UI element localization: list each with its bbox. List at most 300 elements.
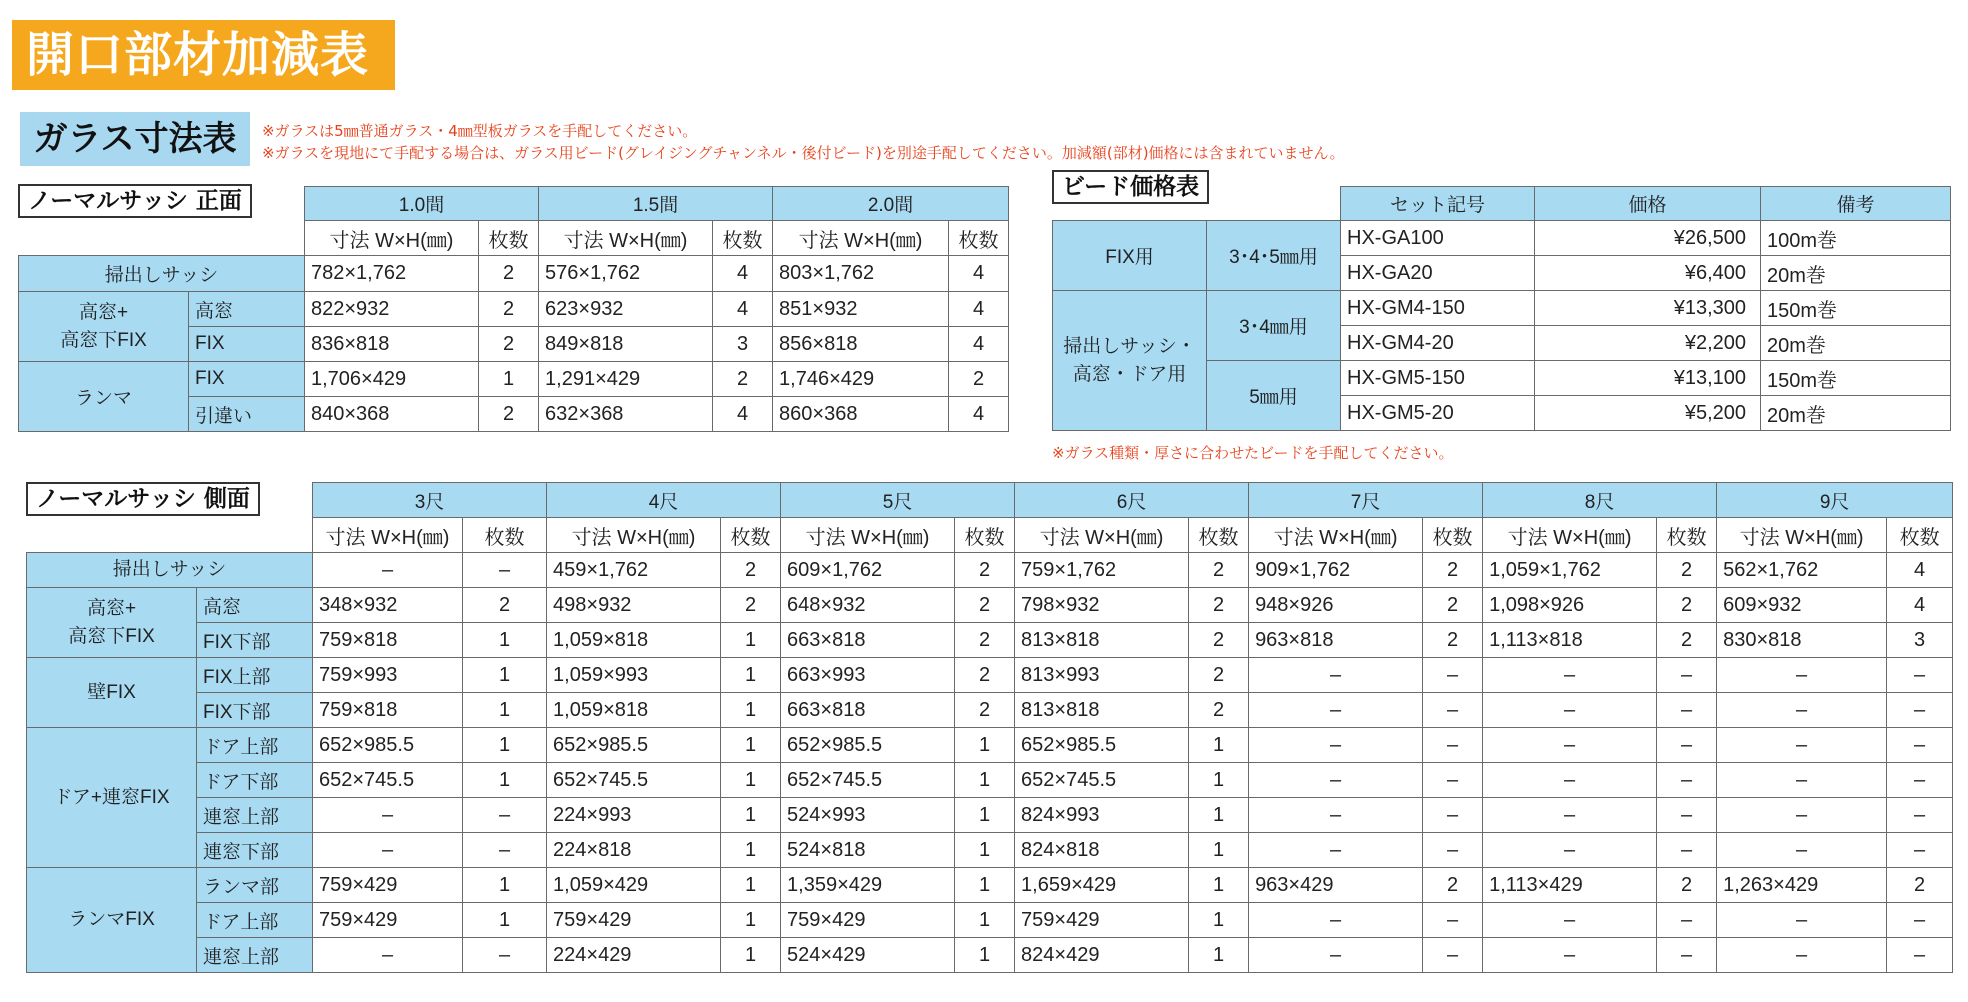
count-cell: 4 — [713, 397, 773, 432]
count-cell: 2 — [463, 588, 547, 623]
row-group-label: 掃出しサッシ — [27, 553, 313, 588]
side-size-header: 8尺 — [1483, 483, 1717, 518]
dimension-header: 寸法 W×H(㎜) — [1717, 518, 1887, 553]
bead-table-label: ビード価格表 — [1052, 170, 1209, 204]
count-cell: 1 — [1189, 833, 1249, 868]
front-size-header: 1.5間 — [539, 187, 773, 221]
count-cell: 1 — [955, 728, 1015, 763]
dimension-cell: 1,746×429 — [773, 362, 949, 397]
dimension-cell: – — [1249, 903, 1423, 938]
table-row — [27, 903, 1953, 938]
dimension-cell: 1,263×429 — [1717, 868, 1887, 903]
side-size-header: 6尺 — [1015, 483, 1249, 518]
dimension-cell: – — [1717, 833, 1887, 868]
bead-code-cell: HX-GM4-20 — [1341, 326, 1535, 361]
dimension-cell: 963×818 — [1249, 623, 1423, 658]
dimension-cell: 759×818 — [313, 623, 463, 658]
count-cell: 4 — [949, 327, 1009, 362]
dimension-cell: 759×429 — [313, 868, 463, 903]
count-cell: 2 — [479, 327, 539, 362]
count-cell: – — [1423, 658, 1483, 693]
dimension-cell: 759×429 — [781, 903, 955, 938]
dimension-cell: – — [313, 553, 463, 588]
row-part-label: ドア上部 — [197, 728, 313, 763]
dimension-header: 寸法 W×H(㎜) — [1483, 518, 1657, 553]
dimension-cell: – — [1717, 903, 1887, 938]
dimension-cell: 1,098×926 — [1483, 588, 1657, 623]
dimension-cell: 1,291×429 — [539, 362, 713, 397]
front-table-label: ノーマルサッシ 正面 — [18, 184, 252, 218]
dimension-cell: – — [1717, 658, 1887, 693]
bead-group-label: FIX用 — [1053, 221, 1207, 291]
side-size-header: 7尺 — [1249, 483, 1483, 518]
count-cell: 4 — [1887, 588, 1953, 623]
dimension-cell: 609×1,762 — [781, 553, 955, 588]
count-cell: 2 — [479, 397, 539, 432]
count-cell: 1 — [463, 868, 547, 903]
count-cell: 1 — [1189, 938, 1249, 973]
dimension-cell: 524×429 — [781, 938, 955, 973]
count-cell: 1 — [463, 728, 547, 763]
dimension-cell: – — [1717, 763, 1887, 798]
dimension-cell: – — [1483, 798, 1657, 833]
count-cell: – — [1887, 938, 1953, 973]
bead-note-cell: 150m巻 — [1761, 361, 1951, 396]
count-header: 枚数 — [463, 518, 547, 553]
count-cell: – — [1657, 763, 1717, 798]
count-cell: 4 — [949, 292, 1009, 327]
dimension-cell: 782×1,762 — [305, 256, 479, 292]
table-row — [27, 938, 1953, 973]
count-header: 枚数 — [1189, 518, 1249, 553]
dimension-cell: 759×429 — [313, 903, 463, 938]
bead-note-cell: 20m巻 — [1761, 256, 1951, 291]
bead-header: 備考 — [1761, 187, 1951, 221]
count-cell: 2 — [1423, 553, 1483, 588]
dimension-cell: – — [1483, 938, 1657, 973]
dimension-cell: 648×932 — [781, 588, 955, 623]
dimension-cell: 813×993 — [1015, 658, 1189, 693]
dimension-cell: 224×993 — [547, 798, 721, 833]
row-group-label: ランマ — [19, 362, 189, 432]
count-cell: 2 — [955, 693, 1015, 728]
row-part-label: FIX下部 — [197, 693, 313, 728]
count-cell: – — [1657, 938, 1717, 973]
bead-subgroup-label: 5㎜用 — [1207, 361, 1341, 431]
row-part-label: FIX下部 — [197, 623, 313, 658]
dimension-cell: 623×932 — [539, 292, 713, 327]
table-row — [1053, 221, 1951, 256]
count-cell: 2 — [949, 362, 1009, 397]
count-cell: – — [1423, 833, 1483, 868]
side-table — [26, 482, 1953, 973]
row-part-label: 引違い — [189, 397, 305, 432]
bead-price-cell: ¥13,100 — [1535, 361, 1761, 396]
front-table — [18, 186, 1009, 432]
dimension-cell: – — [1249, 763, 1423, 798]
count-cell: – — [1423, 728, 1483, 763]
side-size-header: 3尺 — [313, 483, 547, 518]
front-size-header: 1.0間 — [305, 187, 539, 221]
side-table-label: ノーマルサッシ 側面 — [26, 482, 260, 516]
dimension-cell: 803×1,762 — [773, 256, 949, 292]
dimension-cell: 663×818 — [781, 693, 955, 728]
dimension-cell: 562×1,762 — [1717, 553, 1887, 588]
dimension-cell: 652×985.5 — [547, 728, 721, 763]
dimension-cell: 824×429 — [1015, 938, 1189, 973]
count-cell: 1 — [955, 833, 1015, 868]
count-cell: 3 — [1887, 623, 1953, 658]
dimension-cell: 609×932 — [1717, 588, 1887, 623]
dimension-cell: 663×818 — [781, 623, 955, 658]
dimension-cell: 652×985.5 — [781, 728, 955, 763]
count-cell: 1 — [955, 903, 1015, 938]
dimension-header: 寸法 W×H(㎜) — [305, 221, 479, 256]
dimension-cell: 348×932 — [313, 588, 463, 623]
count-cell: 2 — [1189, 588, 1249, 623]
count-cell: 1 — [1189, 728, 1249, 763]
count-cell: 1 — [463, 623, 547, 658]
dimension-cell: 830×818 — [1717, 623, 1887, 658]
count-header: 枚数 — [949, 221, 1009, 256]
row-part-label: 連窓上部 — [197, 938, 313, 973]
side-size-header-row — [27, 483, 1953, 518]
dimension-header: 寸法 W×H(㎜) — [547, 518, 721, 553]
dimension-cell: 224×429 — [547, 938, 721, 973]
dimension-cell: 652×745.5 — [781, 763, 955, 798]
count-cell: 1 — [463, 693, 547, 728]
count-cell: 2 — [1189, 553, 1249, 588]
bead-note-cell: 150m巻 — [1761, 291, 1951, 326]
dimension-cell: – — [1249, 693, 1423, 728]
dimension-cell: 856×818 — [773, 327, 949, 362]
dimension-cell: – — [1717, 798, 1887, 833]
dimension-header: 寸法 W×H(㎜) — [1249, 518, 1423, 553]
bead-price-cell: ¥5,200 — [1535, 396, 1761, 431]
count-header: 枚数 — [1657, 518, 1717, 553]
count-cell: – — [1657, 833, 1717, 868]
table-row — [27, 588, 1953, 623]
bead-table — [1052, 186, 1951, 431]
dimension-header: 寸法 W×H(㎜) — [313, 518, 463, 553]
bead-note-cell: 20m巻 — [1761, 326, 1951, 361]
dimension-cell: 759×993 — [313, 658, 463, 693]
count-cell: – — [1887, 728, 1953, 763]
bead-header: 価格 — [1535, 187, 1761, 221]
bead-price-cell: ¥13,300 — [1535, 291, 1761, 326]
row-group-label: ドア+連窓FIX — [27, 728, 197, 868]
dimension-cell: 798×932 — [1015, 588, 1189, 623]
count-cell: – — [1423, 903, 1483, 938]
bead-header-row — [1053, 187, 1951, 221]
side-table-body — [27, 553, 1953, 973]
dimension-cell: 1,659×429 — [1015, 868, 1189, 903]
row-group-label: 掃出しサッシ — [19, 256, 305, 292]
row-group-label: ランマFIX — [27, 868, 197, 973]
count-header: 枚数 — [955, 518, 1015, 553]
bead-code-cell: HX-GA100 — [1341, 221, 1535, 256]
count-cell: – — [1423, 798, 1483, 833]
count-cell: – — [1657, 798, 1717, 833]
dimension-cell: 824×993 — [1015, 798, 1189, 833]
count-cell: 1 — [721, 728, 781, 763]
count-cell: 1 — [955, 938, 1015, 973]
dimension-cell: 824×818 — [1015, 833, 1189, 868]
count-cell: 1 — [721, 938, 781, 973]
count-cell: 1 — [479, 362, 539, 397]
count-header: 枚数 — [1887, 518, 1953, 553]
count-cell: 2 — [1189, 658, 1249, 693]
bead-code-cell: HX-GM4-150 — [1341, 291, 1535, 326]
count-cell: 1 — [1189, 798, 1249, 833]
count-cell: – — [463, 553, 547, 588]
bead-subgroup-label: 3･4･5㎜用 — [1207, 221, 1341, 291]
table-row — [19, 292, 1009, 327]
dimension-cell: 1,706×429 — [305, 362, 479, 397]
bead-group-label: 掃出しサッシ・ 高窓・ドア用 — [1053, 291, 1207, 431]
dimension-header: 寸法 W×H(㎜) — [539, 221, 713, 256]
count-cell: – — [463, 798, 547, 833]
count-cell: 2 — [955, 658, 1015, 693]
count-cell: 2 — [479, 256, 539, 292]
count-cell: 2 — [1657, 553, 1717, 588]
glass-note-1: ※ガラスは5㎜普通ガラス・4㎜型板ガラスを手配してください。 — [262, 122, 698, 140]
count-cell: 2 — [955, 588, 1015, 623]
count-cell: 1 — [955, 798, 1015, 833]
side-sub-header-row — [27, 518, 1953, 553]
dimension-cell: 963×429 — [1249, 868, 1423, 903]
dimension-cell: 1,059×818 — [547, 693, 721, 728]
table-row — [27, 553, 1953, 588]
dimension-header: 寸法 W×H(㎜) — [773, 221, 949, 256]
count-cell: 2 — [1887, 868, 1953, 903]
dimension-cell: – — [1717, 728, 1887, 763]
count-cell: 1 — [463, 658, 547, 693]
count-cell: 2 — [1423, 868, 1483, 903]
page-title: 開口部材加減表 — [12, 20, 395, 90]
dimension-cell: 524×993 — [781, 798, 955, 833]
count-cell: – — [463, 938, 547, 973]
row-group-label: 壁FIX — [27, 658, 197, 728]
row-part-label: 高窓 — [197, 588, 313, 623]
dimension-cell: 632×368 — [539, 397, 713, 432]
bead-price-cell: ¥26,500 — [1535, 221, 1761, 256]
count-cell: 4 — [713, 292, 773, 327]
dimension-cell: 576×1,762 — [539, 256, 713, 292]
dimension-cell: 759×429 — [1015, 903, 1189, 938]
dimension-cell: 524×818 — [781, 833, 955, 868]
count-cell: – — [1887, 903, 1953, 938]
count-cell: 2 — [955, 623, 1015, 658]
dimension-cell: 822×932 — [305, 292, 479, 327]
dimension-cell: 652×745.5 — [313, 763, 463, 798]
dimension-header: 寸法 W×H(㎜) — [1015, 518, 1189, 553]
table-row — [27, 833, 1953, 868]
dimension-cell: 759×818 — [313, 693, 463, 728]
dimension-cell: 851×932 — [773, 292, 949, 327]
dimension-cell: – — [313, 833, 463, 868]
count-header: 枚数 — [1423, 518, 1483, 553]
count-cell: 2 — [721, 553, 781, 588]
front-size-header-row — [19, 187, 1009, 221]
count-cell: 1 — [1189, 868, 1249, 903]
front-size-header: 2.0間 — [773, 187, 1009, 221]
dimension-cell: – — [313, 938, 463, 973]
count-cell: 1 — [463, 763, 547, 798]
count-cell: 1 — [955, 868, 1015, 903]
dimension-cell: 663×993 — [781, 658, 955, 693]
bead-note-cell: 100m巻 — [1761, 221, 1951, 256]
count-cell: 1 — [1189, 763, 1249, 798]
count-cell: – — [1887, 658, 1953, 693]
table-row — [27, 623, 1953, 658]
bead-code-cell: HX-GA20 — [1341, 256, 1535, 291]
count-header: 枚数 — [713, 221, 773, 256]
dimension-cell: – — [1483, 658, 1657, 693]
table-row — [27, 868, 1953, 903]
count-cell: 1 — [463, 903, 547, 938]
count-cell: 1 — [721, 658, 781, 693]
side-size-header: 9尺 — [1717, 483, 1953, 518]
dimension-cell: 849×818 — [539, 327, 713, 362]
dimension-cell: 224×818 — [547, 833, 721, 868]
table-row — [1053, 291, 1951, 326]
dimension-cell: – — [1483, 693, 1657, 728]
dimension-cell: – — [313, 798, 463, 833]
section-heading-glass: ガラス寸法表 — [20, 112, 250, 166]
dimension-cell: 836×818 — [305, 327, 479, 362]
bead-price-cell: ¥6,400 — [1535, 256, 1761, 291]
count-cell: 2 — [1657, 623, 1717, 658]
count-header: 枚数 — [721, 518, 781, 553]
count-cell: – — [1657, 658, 1717, 693]
dimension-cell: – — [1249, 728, 1423, 763]
dimension-header: 寸法 W×H(㎜) — [781, 518, 955, 553]
row-part-label: ドア下部 — [197, 763, 313, 798]
count-cell: 1 — [721, 833, 781, 868]
count-cell: 4 — [949, 397, 1009, 432]
dimension-cell: 1,359×429 — [781, 868, 955, 903]
dimension-cell: 652×985.5 — [313, 728, 463, 763]
count-cell: 4 — [1887, 553, 1953, 588]
dimension-cell: – — [1483, 763, 1657, 798]
dimension-cell: – — [1483, 728, 1657, 763]
count-cell: 1 — [721, 903, 781, 938]
front-sub-header-row — [19, 221, 1009, 256]
row-part-label: FIX — [189, 362, 305, 397]
bead-header: セット記号 — [1341, 187, 1535, 221]
count-cell: 2 — [955, 553, 1015, 588]
bead-price-cell: ¥2,200 — [1535, 326, 1761, 361]
dimension-cell: 909×1,762 — [1249, 553, 1423, 588]
row-part-label: 高窓 — [189, 292, 305, 327]
count-cell: 2 — [1423, 588, 1483, 623]
dimension-cell: – — [1483, 833, 1657, 868]
count-cell: – — [1887, 763, 1953, 798]
count-cell: – — [1657, 903, 1717, 938]
table-row — [27, 763, 1953, 798]
count-cell: – — [1887, 833, 1953, 868]
dimension-cell: 813×818 — [1015, 693, 1189, 728]
dimension-cell: 813×818 — [1015, 623, 1189, 658]
count-cell: 4 — [713, 256, 773, 292]
dimension-cell: 1,113×818 — [1483, 623, 1657, 658]
dimension-cell: 1,059×818 — [547, 623, 721, 658]
count-cell: 2 — [713, 362, 773, 397]
row-part-label: 連窓下部 — [197, 833, 313, 868]
row-part-label: ランマ部 — [197, 868, 313, 903]
count-cell: 2 — [1189, 623, 1249, 658]
row-part-label: FIX上部 — [197, 658, 313, 693]
dimension-cell: 459×1,762 — [547, 553, 721, 588]
table-row — [27, 693, 1953, 728]
count-cell: 1 — [721, 868, 781, 903]
row-group-label: 高窓+ 高窓下FIX — [27, 588, 197, 658]
dimension-cell: 652×745.5 — [547, 763, 721, 798]
bead-subgroup-label: 3･4㎜用 — [1207, 291, 1341, 361]
count-cell: 2 — [1189, 693, 1249, 728]
dimension-cell: 759×429 — [547, 903, 721, 938]
row-group-label: 高窓+ 高窓下FIX — [19, 292, 189, 362]
count-cell: – — [1887, 693, 1953, 728]
count-cell: – — [1423, 763, 1483, 798]
count-cell: – — [1657, 693, 1717, 728]
table-row — [27, 658, 1953, 693]
dimension-cell: 1,113×429 — [1483, 868, 1657, 903]
bead-code-cell: HX-GM5-20 — [1341, 396, 1535, 431]
count-cell: 3 — [713, 327, 773, 362]
count-cell: 2 — [1657, 868, 1717, 903]
count-cell: 1 — [1189, 903, 1249, 938]
dimension-cell: 652×745.5 — [1015, 763, 1189, 798]
count-cell: 1 — [955, 763, 1015, 798]
bead-note-cell: 20m巻 — [1761, 396, 1951, 431]
count-cell: 1 — [721, 763, 781, 798]
count-cell: – — [463, 833, 547, 868]
bead-footnote: ※ガラス種類・厚さに合わせたビードを手配してください。 — [1052, 444, 1454, 462]
dimension-cell: 1,059×1,762 — [1483, 553, 1657, 588]
count-cell: 4 — [949, 256, 1009, 292]
bead-code-cell: HX-GM5-150 — [1341, 361, 1535, 396]
count-cell: 2 — [721, 588, 781, 623]
count-cell: 1 — [721, 693, 781, 728]
dimension-cell: – — [1717, 938, 1887, 973]
dimension-cell: – — [1249, 938, 1423, 973]
dimension-cell: 652×985.5 — [1015, 728, 1189, 763]
count-cell: 1 — [721, 623, 781, 658]
dimension-cell: 948×926 — [1249, 588, 1423, 623]
dimension-cell: – — [1717, 693, 1887, 728]
table-row — [27, 728, 1953, 763]
table-row — [19, 362, 1009, 397]
dimension-cell: 1,059×429 — [547, 868, 721, 903]
count-cell: 2 — [1657, 588, 1717, 623]
dimension-cell: – — [1249, 658, 1423, 693]
side-size-header: 5尺 — [781, 483, 1015, 518]
dimension-cell: 498×932 — [547, 588, 721, 623]
count-header: 枚数 — [479, 221, 539, 256]
dimension-cell: 1,059×993 — [547, 658, 721, 693]
dimension-cell: – — [1249, 798, 1423, 833]
count-cell: – — [1657, 728, 1717, 763]
dimension-cell: – — [1249, 833, 1423, 868]
count-cell: 2 — [1423, 623, 1483, 658]
table-row — [19, 256, 1009, 292]
row-part-label: ドア上部 — [197, 903, 313, 938]
row-part-label: FIX — [189, 327, 305, 362]
dimension-cell: – — [1483, 903, 1657, 938]
count-cell: – — [1423, 938, 1483, 973]
